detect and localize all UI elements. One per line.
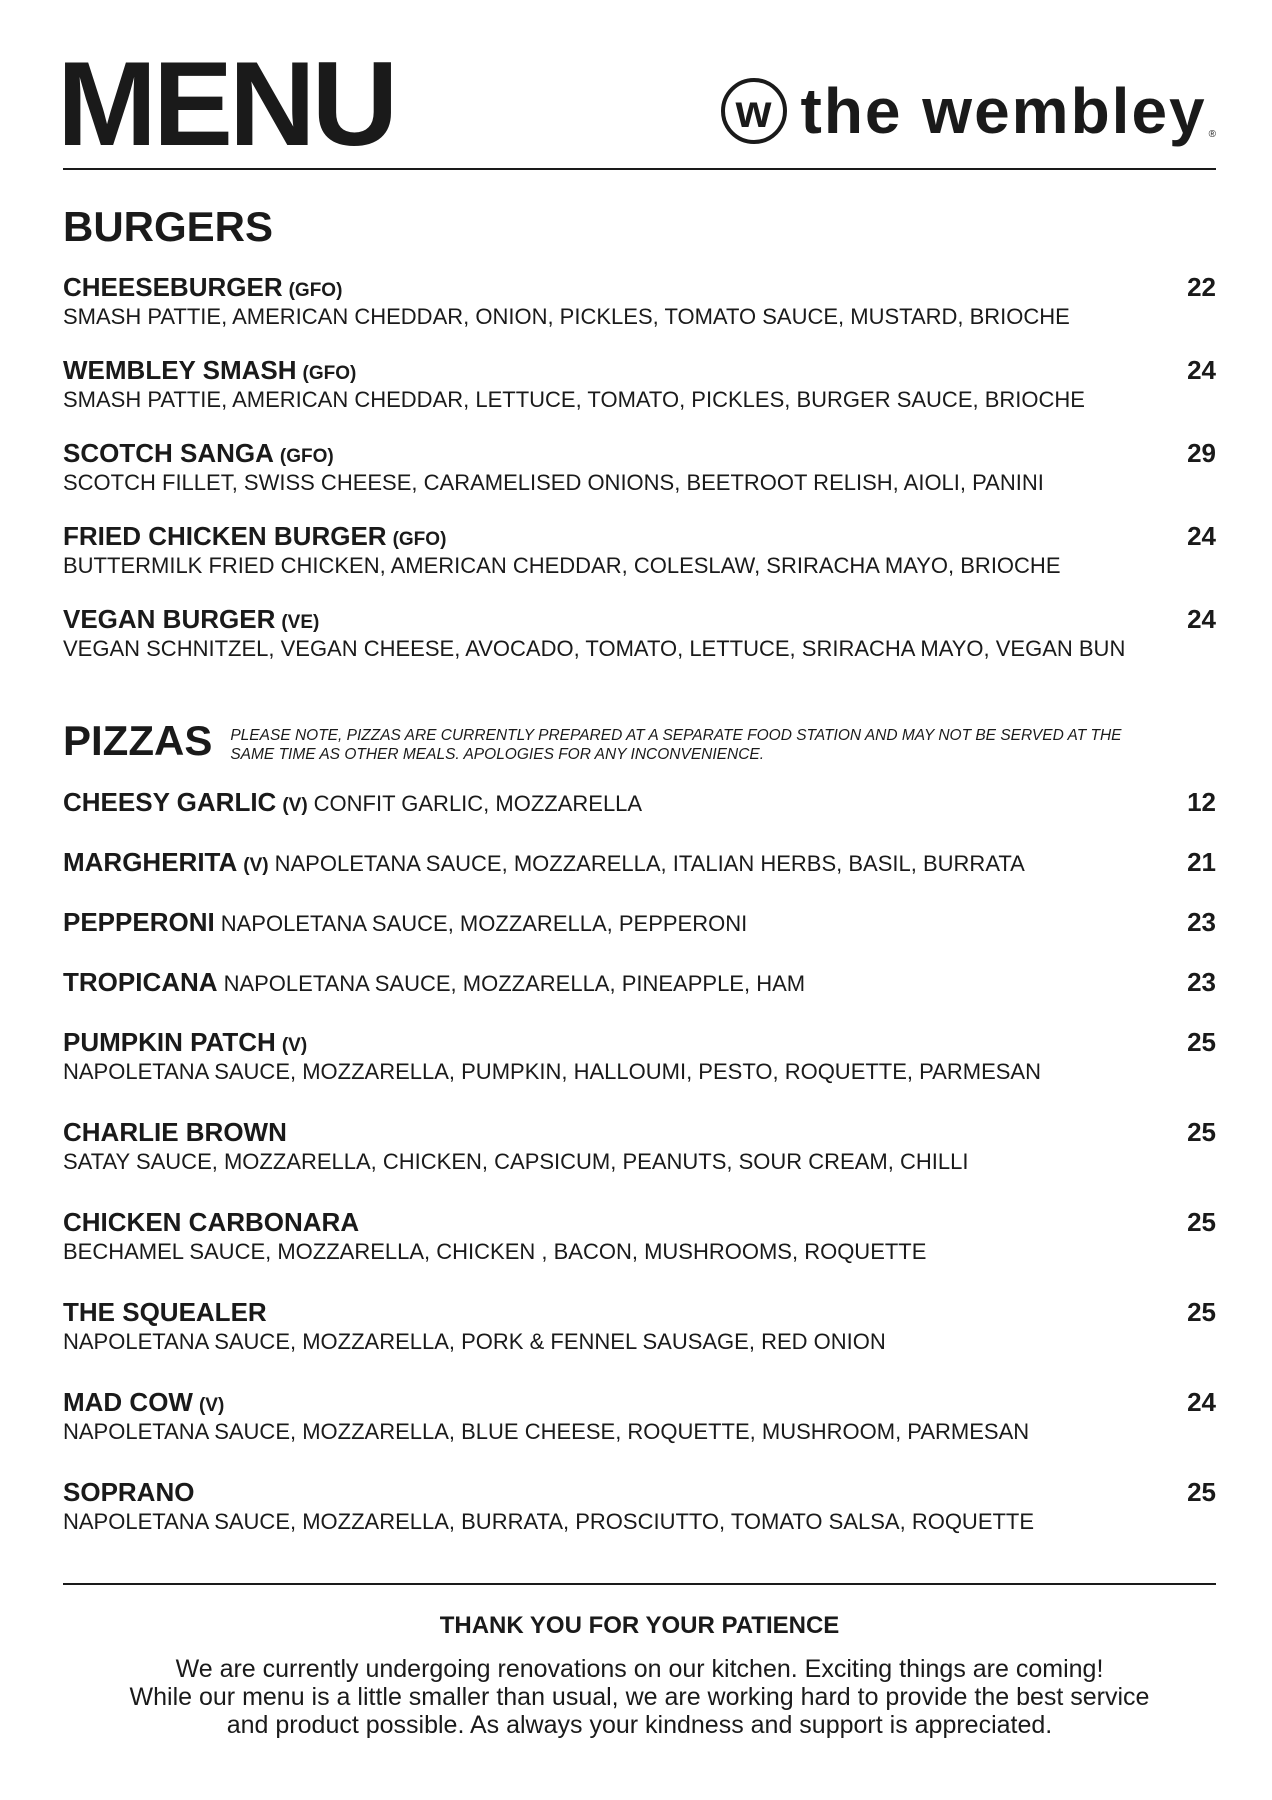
item-name: THE SQUEALER: [63, 1297, 267, 1327]
burger-item: [63, 272, 1216, 330]
item-name: PEPPERONI: [63, 907, 215, 937]
pizza-item: [63, 907, 1216, 938]
item-price: 25: [1187, 1297, 1216, 1327]
item-name: CHEESEBURGER: [63, 272, 283, 302]
item-name: PUMPKIN PATCH: [63, 1027, 276, 1057]
pizza-item: [63, 1297, 1216, 1355]
item-price: 12: [1187, 787, 1216, 817]
item-name: SOPRANO: [63, 1477, 195, 1507]
footer-message: [63, 1655, 1216, 1739]
burger-item: [63, 438, 1216, 496]
wembley-logo: [721, 76, 1217, 146]
item-tag: (V): [281, 1035, 308, 1056]
w-circle-icon: w: [721, 78, 787, 144]
footer-title: THANK YOU FOR YOUR PATIENCE: [439, 1612, 840, 1639]
menu-page: [57, 0, 1216, 1800]
pizzas-header: [63, 718, 1216, 764]
item-name: WEMBLEY SMASH: [63, 355, 297, 385]
item-price: 22: [1187, 272, 1216, 302]
pizza-item: [63, 847, 1216, 878]
pizza-item: [63, 967, 1216, 998]
item-desc: SCOTCH FILLET, SWISS CHEESE, CARAMELISED ONIONS, BEETROOT RELISH, AIOLI, PANINI: [63, 470, 1044, 495]
pizzas-title: PIZZAS: [63, 717, 213, 764]
item-tag: (VE): [281, 612, 320, 633]
item-price: 25: [1187, 1117, 1216, 1147]
pizza-note-line: PLEASE NOTE, PIZZAS ARE CURRENTLY PREPARED AT A SEPARATE FOOD STATION AND MAY NOT BE SERVED AT THE: [230, 727, 1122, 744]
item-name: FRIED CHICKEN BURGER: [63, 521, 387, 551]
item-tag: (GFO): [302, 363, 357, 384]
pizza-item: [63, 1117, 1216, 1175]
footer-line: and product possible. As always your kindness and support is appreciated.: [226, 1711, 1053, 1739]
item-price: 25: [1187, 1207, 1216, 1237]
pizza-item: [63, 1027, 1216, 1085]
registered-icon: ®: [1208, 129, 1216, 140]
item-name: TROPICANA: [63, 967, 218, 997]
item-price: 21: [1187, 847, 1216, 877]
item-price: 24: [1187, 1387, 1216, 1417]
page-title: MENU: [57, 37, 395, 171]
item-desc: SMASH PATTIE, AMERICAN CHEDDAR, LETTUCE, TOMATO, PICKLES, BURGER SAUCE, BRIOCHE: [63, 387, 1085, 412]
burger-item: [63, 604, 1216, 662]
item-desc: NAPOLETANA SAUCE, MOZZARELLA, BURRATA, PROSCIUTTO, TOMATO SALSA, ROQUETTE: [63, 1509, 1035, 1534]
item-desc: NAPOLETANA SAUCE, MOZZARELLA, PEPPERONI: [220, 911, 748, 936]
pizza-note-line: SAME TIME AS OTHER MEALS. APOLOGIES FOR ANY INCONVENIENCE.: [230, 746, 765, 763]
item-name: VEGAN BURGER: [63, 604, 276, 634]
item-tag: (GFO): [279, 446, 334, 467]
item-desc: NAPOLETANA SAUCE, MOZZARELLA, BLUE CHEESE, ROQUETTE, MUSHROOM, PARMESAN: [63, 1419, 1030, 1444]
burger-item: [63, 355, 1216, 413]
item-desc: CONFIT GARLIC, MOZZARELLA: [313, 791, 643, 816]
item-price: 25: [1187, 1477, 1216, 1507]
burgers-title: BURGERS: [63, 203, 274, 250]
item-desc: NAPOLETANA SAUCE, MOZZARELLA, ITALIAN HERBS, BASIL, BURRATA: [274, 851, 1025, 876]
item-desc: SATAY SAUCE, MOZZARELLA, CHICKEN, CAPSICUM, PEANUTS, SOUR CREAM, CHILLI: [63, 1149, 969, 1174]
item-tag: (V): [243, 855, 269, 876]
pizza-item: [63, 1387, 1216, 1445]
item-desc: BECHAMEL SAUCE, MOZZARELLA, CHICKEN , BACON, MUSHROOMS, ROQUETTE: [63, 1239, 927, 1264]
item-name: SCOTCH SANGA: [63, 438, 274, 468]
item-desc: VEGAN SCHNITZEL, VEGAN CHEESE, AVOCADO, TOMATO, LETTUCE, SRIRACHA MAYO, VEGAN BUN: [63, 636, 1126, 661]
logo-text: the wembley: [800, 75, 1207, 147]
item-desc: NAPOLETANA SAUCE, MOZZARELLA, PUMPKIN, HALLOUMI, PESTO, ROQUETTE, PARMESAN: [63, 1059, 1041, 1084]
item-name: CHEESY GARLIC: [63, 787, 277, 817]
pizza-item: [63, 787, 1216, 818]
item-price: 29: [1187, 438, 1216, 468]
footer-line: We are currently undergoing renovations on our kitchen. Exciting things are coming!: [175, 1655, 1104, 1683]
item-tag: (V): [282, 795, 308, 816]
item-name: CHICKEN CARBONARA: [63, 1207, 360, 1237]
item-price: 23: [1187, 967, 1216, 997]
item-tag: (V): [198, 1395, 225, 1416]
footer-line: While our menu is a little smaller than usual, we are working hard to provide the best service: [129, 1683, 1150, 1711]
footer-divider: [63, 1583, 1216, 1585]
item-tag: (GFO): [288, 280, 343, 301]
item-name: MARGHERITA: [63, 847, 238, 877]
item-price: 24: [1187, 355, 1216, 385]
menu-header: [57, 37, 1216, 171]
item-desc: SMASH PATTIE, AMERICAN CHEDDAR, ONION, PICKLES, TOMATO SAUCE, MUSTARD, BRIOCHE: [63, 304, 1070, 329]
item-desc: NAPOLETANA SAUCE, MOZZARELLA, PINEAPPLE, HAM: [223, 971, 806, 996]
pizza-item: [63, 1477, 1216, 1535]
item-desc: BUTTERMILK FRIED CHICKEN, AMERICAN CHEDDAR, COLESLAW, SRIRACHA MAYO, BRIOCHE: [63, 553, 1061, 578]
item-price: 24: [1187, 604, 1216, 634]
item-name: MAD COW: [63, 1387, 193, 1417]
burger-item: [63, 521, 1216, 579]
pizza-item: [63, 1207, 1216, 1265]
item-name: CHARLIE BROWN: [63, 1117, 287, 1147]
item-tag: (GFO): [392, 529, 447, 550]
item-desc: NAPOLETANA SAUCE, MOZZARELLA, PORK & FENNEL SAUSAGE, RED ONION: [63, 1329, 886, 1354]
item-price: 23: [1187, 907, 1216, 937]
item-price: 25: [1187, 1027, 1216, 1057]
pizza-note: [230, 726, 1190, 764]
item-price: 24: [1187, 521, 1216, 551]
